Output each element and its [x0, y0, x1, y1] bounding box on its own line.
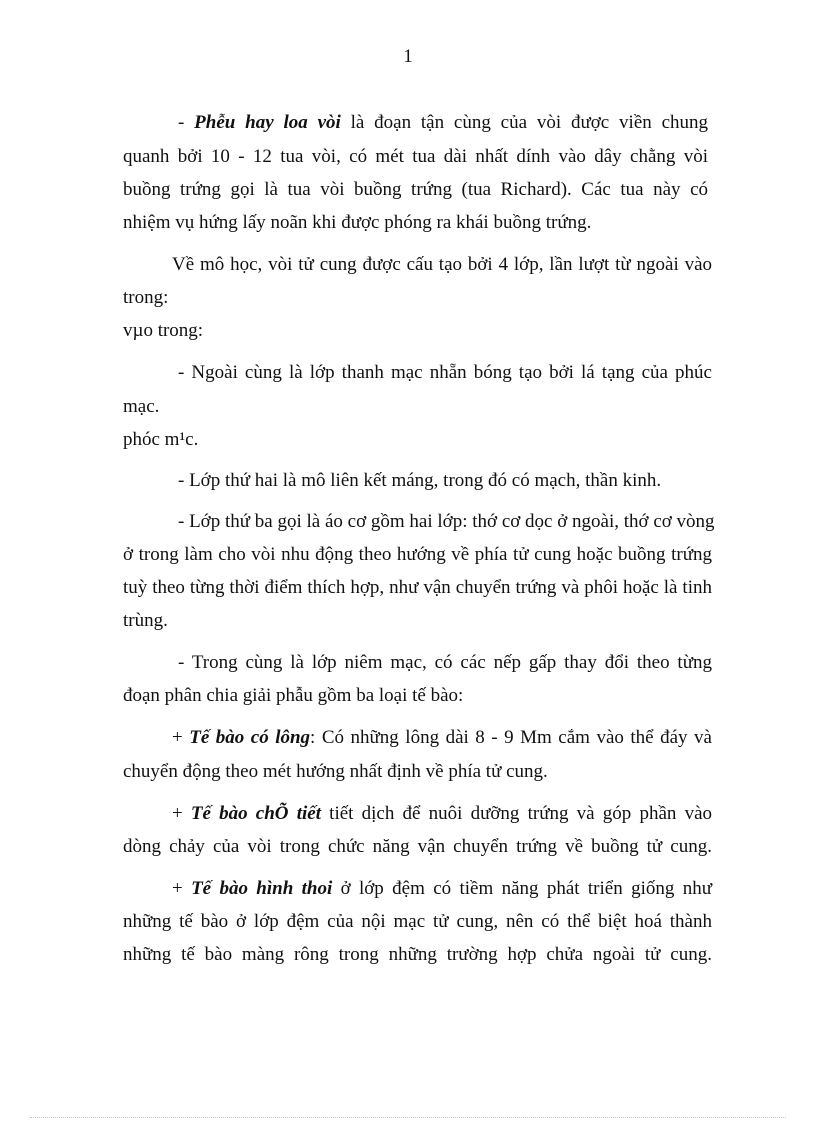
- paragraph-muscle-line-4: trùng.: [123, 610, 168, 631]
- paragraph-mucosa-line-2: đoạn phân chia giải phẫu gồm ba loại tế bào:: [123, 685, 464, 706]
- paragraph-muscle-line-2: ở trong làm cho vòi nhu động theo hướng về phía tử cung hoặc buồng trứng: [123, 544, 712, 565]
- paragraph-spindle-line-2: những tế bào ở lớp đệm của nội mạc tử cung, nên có thể biệt hoá thành: [123, 911, 712, 932]
- paragraph-ciliated-line-1: + Tế bào có lông: Có những lông dài 8 - 9 Mm cắm vào thể đáy và: [172, 727, 712, 748]
- term-secretory-cell: Tế bào chÕ tiết: [190, 803, 321, 824]
- paragraph-muscle-line-1: - Lớp thứ ba gọi là áo cơ gồm hai lớp: thớ cơ dọc ở ngoài, thớ cơ vòng: [178, 511, 715, 532]
- paragraph-secretory-line-2: dòng chảy của vòi trong chức năng vận chuyển trứng về buồng tử cung.: [123, 836, 712, 857]
- paragraph-spindle-line-1: + Tế bào hình thoi ở lớp đệm có tiềm năng phát triển giống như: [172, 878, 712, 899]
- paragraph-secretory-line-1: + Tế bào chÕ tiết tiết dịch để nuôi dưỡng trứng và góp phần vào: [172, 803, 713, 824]
- paragraph-spindle-line-3: những tế bào màng rông trong những trường hợp chửa ngoài tử cung.: [123, 944, 712, 965]
- term-ciliated-cell: Tế bào có lông: [189, 727, 311, 748]
- paragraph-mucosa-line-1: - Trong cùng là lớp niêm mạc, có các nếp gấp thay đổi theo từng: [178, 652, 712, 673]
- paragraph-funnel-line-4: nhiệm vụ hứng lấy noãn khi được phóng ra khái buồng trứng.: [123, 212, 592, 233]
- paragraph-histology-line-1: Về mô học, vòi tử cung được cấu tạo bởi 4 lớp, lần lượt từ ngoài vào: [172, 254, 712, 275]
- encoding-artifact-1: vµo trong:: [123, 320, 204, 341]
- paragraph-histology-line-2: trong:: [123, 287, 169, 308]
- page-number: 1: [403, 46, 413, 67]
- paragraph-ciliated-line-2: chuyển động theo mét hướng nhất định về phía tử cung.: [123, 761, 548, 782]
- paragraph-muscle-line-3: tuỳ theo từng thời điểm thích hợp, như vận chuyển trứng và phôi hoặc là tinh: [123, 577, 712, 598]
- term-spindle-cell: Tế bào hình thoi: [191, 878, 333, 899]
- paragraph-funnel-line-3: buồng trứng gọi là tua vòi buồng trứng (tua Richard). Các tua này có: [123, 179, 708, 200]
- paragraph-connective-line-1: - Lớp thứ hai là mô liên kết máng, trong đó có mạch, thần kinh.: [178, 470, 662, 491]
- paragraph-serosa-line-2: mạc.: [123, 396, 160, 417]
- encoding-artifact-2: phóc m¹c.: [123, 429, 199, 450]
- term-funnel: Phễu hay loa vòi: [194, 112, 341, 133]
- paragraph-funnel-line-1: - Phễu hay loa vòi là đoạn tận cùng của vòi được viền chung: [178, 112, 709, 133]
- paragraph-serosa-line-1: - Ngoài cùng là lớp thanh mạc nhẵn bóng tạo bởi lá tạng của phúc: [178, 362, 712, 383]
- paragraph-funnel-line-2: quanh bởi 10 - 12 tua vòi, có mét tua dài nhất dính vào dây chằng vòi: [123, 146, 708, 167]
- page-bottom-divider: [30, 1117, 786, 1118]
